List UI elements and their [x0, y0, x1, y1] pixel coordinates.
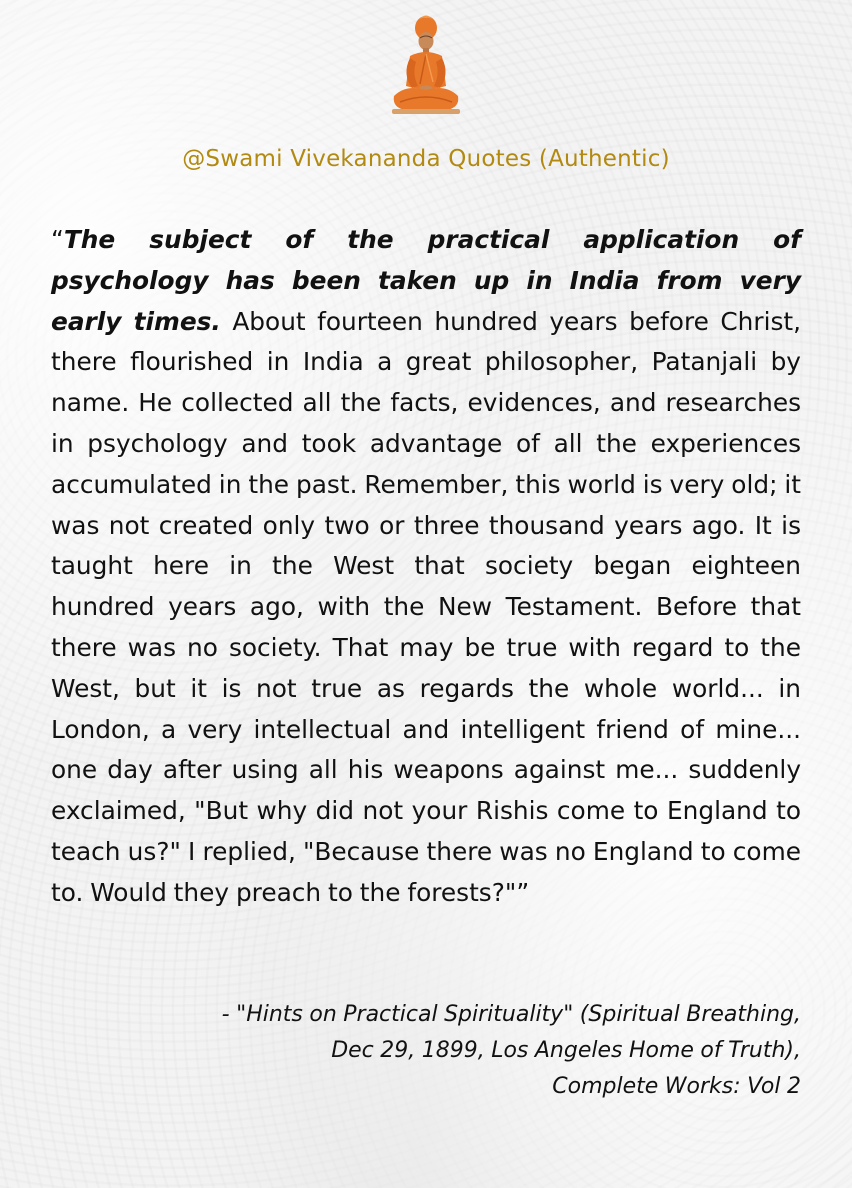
close-quote-mark: ”: [516, 877, 530, 907]
source-line-1: - "Hints on Practical Spirituality" (Spiritual Breathing,: [221, 1002, 801, 1027]
quote-body: About fourteen hundred years before Christ, there flourished in India a great philosopher, Patanjali by name. He collected all the facts, evidences, and researches in psychology and took advantage of all the experiences accumulated in the past. Remember, this world is very old; it was not created only two or three thousand years ago. It is taught here in the West that society began eighteen hundred years ago, with the New Testament. Before that there was no society. That may be true with regard to the West, but it is not true as regards the whole world... in London, a very intellectual and intelligent friend of mine... one day after using all his weapons against me... suddenly exclaimed, "But why did not your Rishis come to England to teach us?" I replied, "Because there was no England to come to. Would they preach to the forests?": [51, 306, 801, 907]
open-quote-mark: “: [51, 225, 64, 254]
quote-source: [101, 997, 801, 1105]
swami-vivekananda-figure: [386, 12, 466, 116]
channel-handle: @Swami Vivekananda Quotes (Authentic): [182, 146, 670, 172]
source-line-3: Complete Works: Vol 2: [552, 1074, 801, 1099]
quote-text: [51, 220, 801, 914]
quote-emphasis: The subject of the practical application of psychology has been taken up in India from very early times.: [51, 225, 801, 336]
source-line-2: Dec 29, 1899, Los Angeles Home of Truth),: [331, 1038, 801, 1063]
